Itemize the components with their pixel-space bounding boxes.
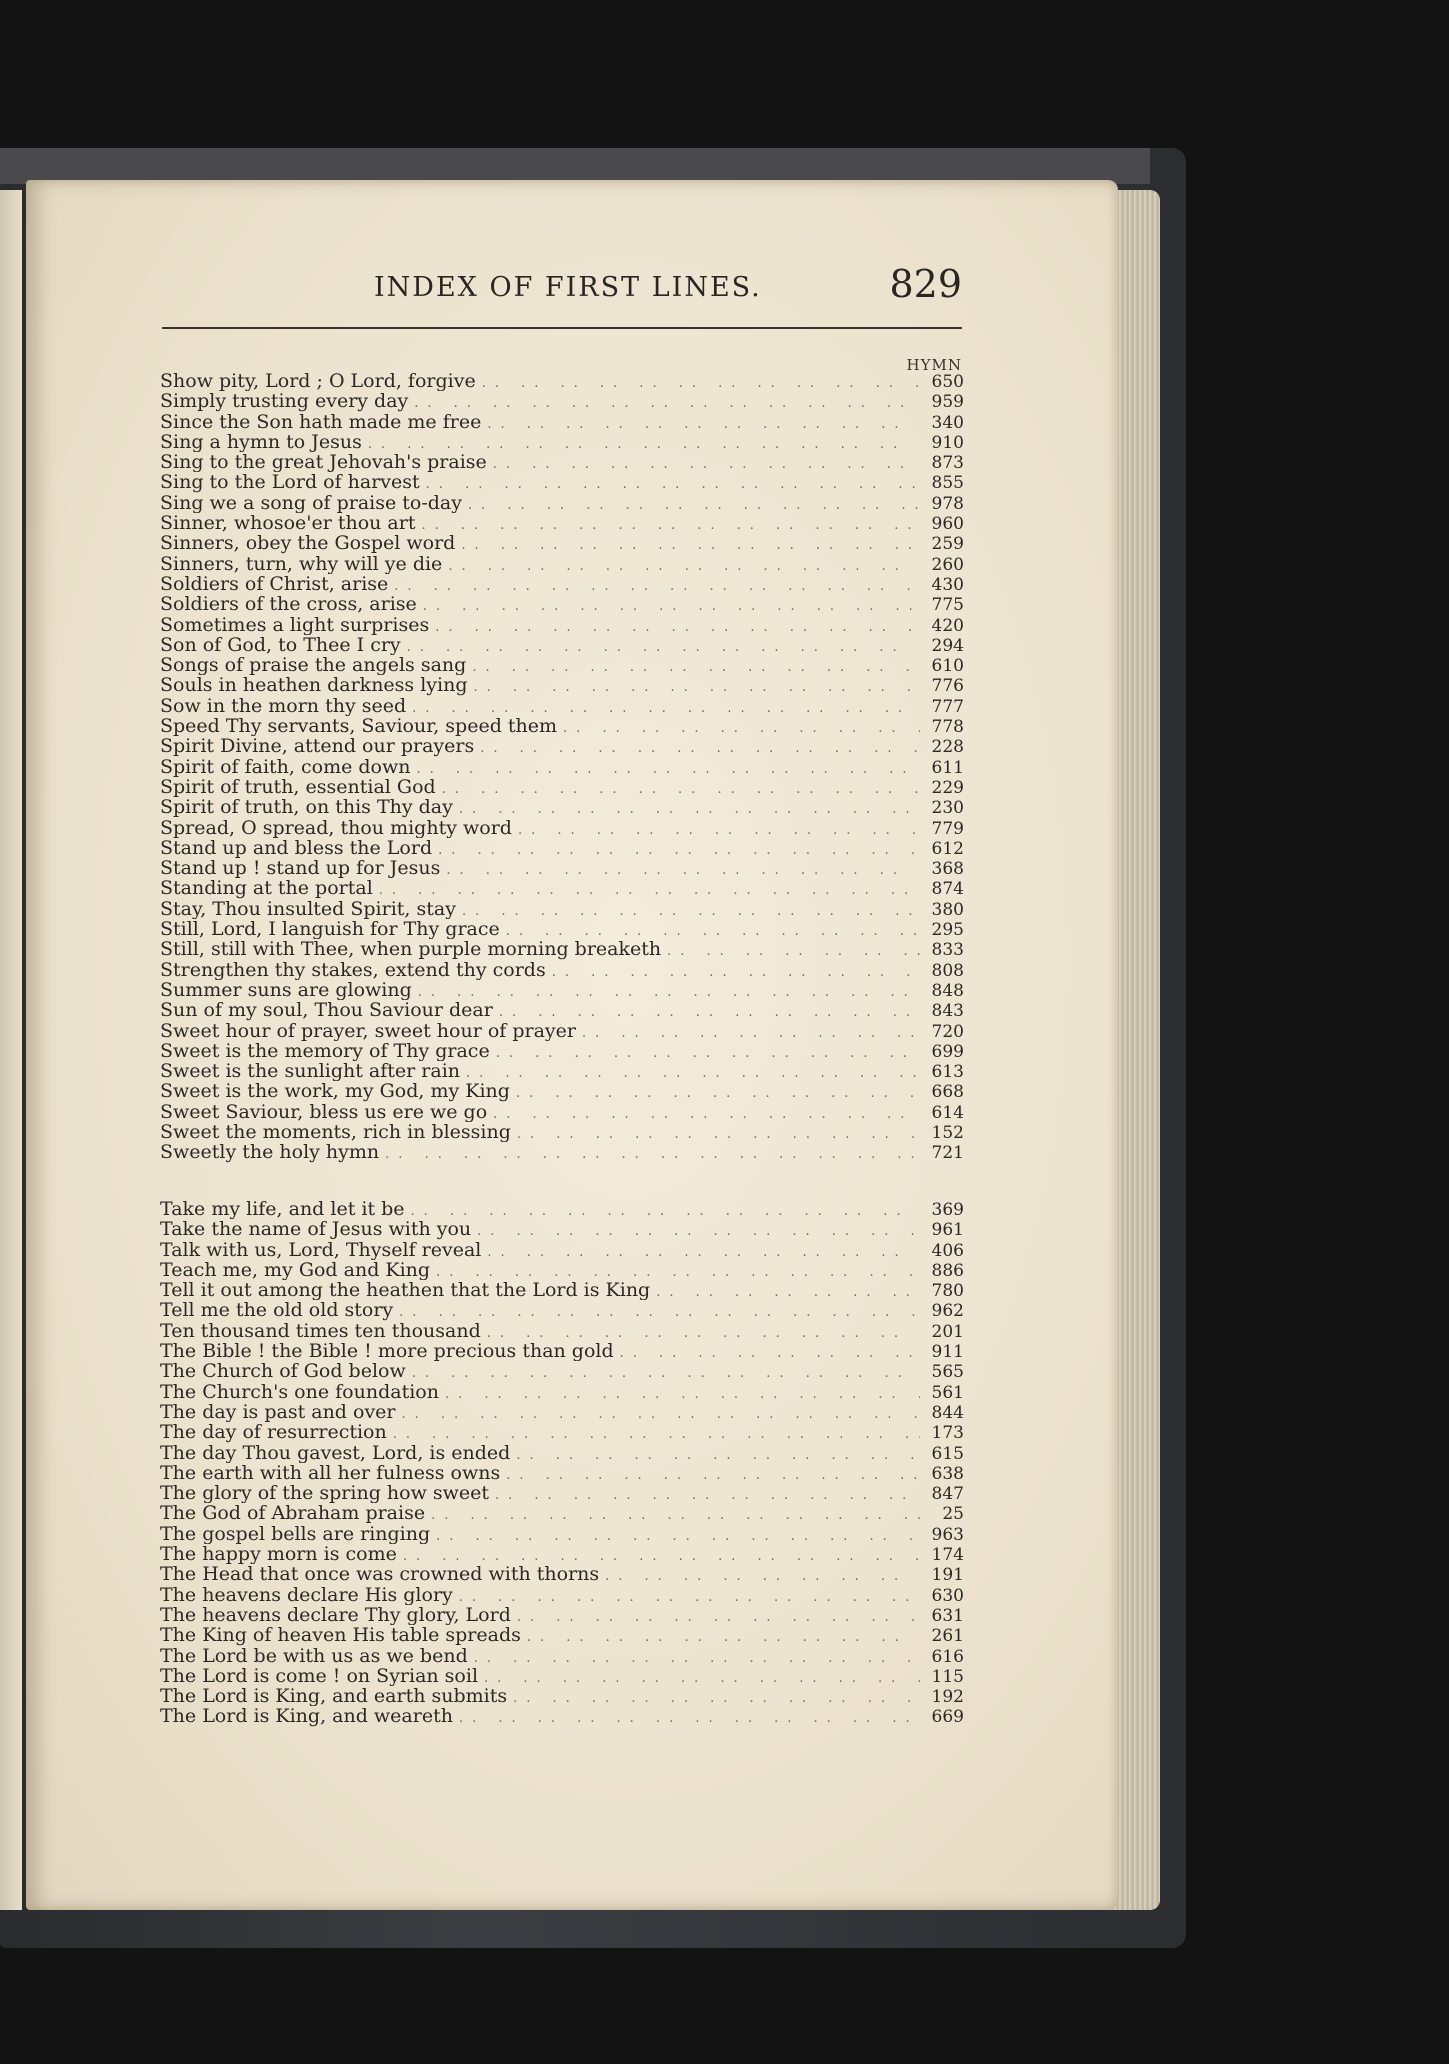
dot-leader [513, 1689, 920, 1706]
dot-leader [379, 881, 920, 898]
index-entry [160, 452, 964, 472]
first-line-text: Take the name of Jesus with you [160, 1219, 472, 1240]
hymn-number: 910 [931, 432, 964, 453]
first-line-text: Since the Son hath made me free [160, 411, 482, 432]
hymn-number: 340 [931, 412, 964, 432]
dot-leader [474, 678, 920, 695]
dot-leader [620, 1344, 920, 1361]
hymn-number: 775 [931, 595, 964, 615]
hymn-number: 229 [931, 777, 964, 798]
first-line-text: Sweet Saviour, bless us ere we go [160, 1101, 488, 1122]
index-section-t [160, 1199, 964, 1727]
index-entry [160, 1321, 964, 1341]
dot-leader [506, 922, 920, 939]
dot-leader [368, 435, 920, 452]
dot-leader [438, 841, 920, 858]
first-line-text: Sow in the morn thy seed [160, 695, 407, 717]
index-entry [160, 858, 964, 878]
index-entry [160, 412, 964, 432]
index-entry [160, 838, 964, 858]
dot-leader [416, 760, 920, 777]
dot-leader [459, 1588, 920, 1605]
hymn-number: 25 [942, 1504, 964, 1524]
dot-leader [493, 1105, 920, 1122]
index-entry [160, 1646, 964, 1666]
index-entry [160, 919, 964, 939]
hymn-number: 152 [931, 1122, 964, 1143]
hymn-number: 777 [931, 696, 964, 717]
index-entry [160, 615, 964, 635]
index-section-s [160, 371, 964, 1163]
first-line-text: Spirit of faith, come down [160, 756, 411, 777]
hymn-number: 369 [931, 1200, 964, 1220]
book-cover-top-edge [0, 148, 1150, 184]
dot-leader [506, 1466, 920, 1483]
hymn-number: 776 [931, 676, 964, 696]
dot-leader [517, 1608, 920, 1625]
index-entry [160, 1021, 964, 1041]
first-line-text: The gospel bells are ringing [160, 1523, 431, 1545]
first-line-text: Speed Thy servants, Saviour, speed them [160, 716, 558, 737]
first-line-text: Soldiers of the cross, arise [160, 594, 417, 615]
dot-leader [527, 1628, 920, 1645]
first-line-text: Spirit of truth, on this Thy day [160, 797, 453, 818]
index-entry [160, 655, 964, 675]
dot-leader [394, 577, 920, 594]
hymn-number: 808 [931, 960, 964, 980]
hymn-column-header: HYMN [906, 356, 962, 374]
index-entry [160, 574, 964, 594]
index-entry [160, 1686, 964, 1706]
hymn-number: 855 [931, 473, 964, 493]
dot-leader [487, 1324, 920, 1341]
first-line-text: Tell me the old old story [160, 1300, 394, 1321]
index-entry [160, 1503, 964, 1523]
index-entry [160, 1706, 964, 1726]
first-line-text: Summer suns are glowing [160, 979, 412, 1001]
index-entry [160, 1524, 964, 1544]
first-line-text: Sing to the great Jehovah's praise [160, 452, 487, 473]
hymn-number: 961 [931, 1220, 964, 1240]
first-line-text: The Church's one foundation [160, 1381, 439, 1402]
first-line-text: Songs of praise the angels sang [160, 655, 467, 676]
hymn-number: 873 [931, 453, 964, 473]
index-entry [160, 1585, 964, 1605]
first-line-text: Sinners, obey the Gospel word [160, 533, 456, 554]
dot-leader [516, 1084, 920, 1101]
dot-leader [495, 1486, 920, 1503]
index-entry [160, 554, 964, 574]
hymn-number: 191 [931, 1565, 964, 1585]
index-entry [160, 1300, 964, 1320]
hymn-number: 778 [931, 717, 964, 737]
hymn-number: 228 [931, 737, 964, 757]
first-line-text: Sing a hymn to Jesus [160, 431, 362, 453]
dot-leader [421, 516, 920, 533]
hymn-number: 406 [931, 1240, 964, 1260]
dot-leader [446, 861, 920, 878]
hymn-number: 874 [931, 879, 964, 899]
hymn-number: 565 [931, 1362, 964, 1382]
hymn-number: 650 [931, 372, 964, 392]
facing-page-edge [0, 190, 22, 1910]
first-line-text: The heavens declare Thy glory, Lord [160, 1604, 511, 1626]
hymn-number: 847 [931, 1484, 964, 1504]
hymn-number: 614 [931, 1102, 964, 1122]
index-entry [160, 1102, 964, 1122]
index-entry [160, 1605, 964, 1625]
dot-leader [448, 557, 920, 574]
first-line-text: Sing we a song of praise to-day [160, 492, 462, 514]
dot-leader [656, 1283, 920, 1300]
hymn-number: 721 [931, 1143, 964, 1163]
first-line-text: The happy morn is come [160, 1544, 397, 1565]
hymn-number: 720 [931, 1021, 964, 1041]
hymn-number: 612 [931, 838, 964, 859]
index-entry [160, 1219, 964, 1239]
hymn-number: 611 [931, 757, 964, 777]
dot-leader [582, 1024, 920, 1041]
hymn-number: 669 [931, 1707, 964, 1727]
dot-leader [403, 1547, 920, 1564]
first-line-text: Sing to the Lord of harvest [160, 472, 420, 493]
index-entry [160, 1122, 964, 1142]
first-line-text: The King of heaven His table spreads [160, 1625, 521, 1646]
index-entry [160, 878, 964, 898]
first-line-text: Strengthen thy stakes, extend thy cords [160, 959, 546, 980]
index-entry [160, 1081, 964, 1101]
hymn-number: 779 [931, 818, 964, 838]
dot-leader [487, 415, 920, 432]
dot-leader [412, 1364, 920, 1381]
hymn-number: 174 [931, 1545, 964, 1565]
first-line-text: Teach me, my God and King [160, 1259, 431, 1281]
index-entry [160, 1142, 964, 1162]
first-line-text: Take my life, and let it be [160, 1199, 405, 1220]
index-entry [160, 1564, 964, 1584]
dot-leader [518, 821, 920, 838]
index-entry [160, 736, 964, 756]
index-entry [160, 980, 964, 1000]
dot-leader [461, 536, 920, 553]
hymn-number: 380 [931, 899, 964, 920]
first-line-text: Spirit Divine, attend our prayers [160, 736, 475, 757]
first-line-text: The Bible ! the Bible ! more precious than gold [160, 1341, 614, 1362]
hymn-number: 843 [931, 1001, 964, 1021]
hymn-number: 561 [931, 1382, 964, 1402]
first-line-text: Sometimes a light surprises [160, 614, 430, 635]
index-entry [160, 1041, 964, 1061]
first-line-text: The Church of God below [160, 1361, 406, 1382]
index-entry [160, 391, 964, 411]
dot-leader [496, 1044, 920, 1061]
hymn-number: 115 [931, 1666, 964, 1687]
index-entry [160, 594, 964, 614]
hymn-number: 848 [931, 980, 964, 1001]
first-line-text: The God of Abraham praise [160, 1503, 426, 1524]
index-entry [160, 635, 964, 655]
dot-leader [667, 942, 920, 959]
index-entry [160, 1061, 964, 1081]
index-entry [160, 960, 964, 980]
index-entry [160, 696, 964, 716]
dot-leader [605, 1567, 920, 1584]
index-entry [160, 1422, 964, 1442]
dot-leader [487, 1243, 920, 1260]
dot-leader [459, 1709, 920, 1726]
dot-leader [393, 1425, 920, 1442]
running-title: INDEX OF FIRST LINES. [374, 272, 762, 303]
dot-leader [407, 638, 920, 655]
hymn-number: 616 [931, 1646, 964, 1666]
dot-leader [426, 475, 920, 492]
index-entry [160, 1625, 964, 1645]
first-line-text: The Lord is come ! on Syrian soil [160, 1665, 479, 1687]
first-line-text: Sweet hour of prayer, sweet hour of prayer [160, 1020, 576, 1041]
dot-leader [552, 963, 920, 980]
dot-leader [431, 1506, 920, 1523]
index-entry [160, 1260, 964, 1280]
dot-leader [482, 374, 920, 391]
hymn-number: 259 [931, 534, 964, 554]
dot-leader [474, 1649, 920, 1666]
hymn-number: 963 [931, 1524, 964, 1545]
first-line-text: Simply trusting every day [160, 391, 409, 412]
first-line-text: Stand up ! stand up for Jesus [160, 858, 441, 879]
page-number: 829 [889, 262, 962, 306]
dot-leader [442, 780, 920, 797]
hymn-number: 173 [931, 1423, 964, 1443]
index-entry [160, 472, 964, 492]
hymn-number: 630 [931, 1585, 964, 1605]
hymn-number: 962 [931, 1301, 964, 1321]
first-line-text: Stand up and bless the Lord [160, 837, 433, 859]
dot-leader [402, 1405, 920, 1422]
first-line-text: Sweet the moments, rich in blessing [160, 1121, 511, 1143]
first-line-text: Show pity, Lord ; O Lord, forgive [160, 371, 476, 392]
first-line-text: Sweet is the work, my God, my King [160, 1081, 510, 1102]
dot-leader [435, 618, 920, 635]
first-line-text: Talk with us, Lord, Thyself reveal [160, 1239, 482, 1260]
dot-leader [466, 1064, 920, 1081]
first-line-text: Ten thousand times ten thousand [160, 1320, 481, 1342]
header-rule [162, 327, 962, 329]
first-line-text: The day is past and over [160, 1401, 396, 1423]
index-entry [160, 1000, 964, 1020]
index-entry [160, 675, 964, 695]
dot-leader [468, 496, 920, 513]
index-entry [160, 757, 964, 777]
first-line-text: Stay, Thou insulted Spirit, stay [160, 898, 456, 920]
hymn-number: 201 [931, 1321, 964, 1342]
first-line-text: Sun of my soul, Thou Saviour dear [160, 1000, 493, 1021]
index-entry [160, 1361, 964, 1381]
dot-leader [436, 1527, 920, 1544]
dot-leader [418, 983, 920, 1000]
index-entry [160, 1544, 964, 1564]
dot-leader [472, 658, 920, 675]
index-entry [160, 777, 964, 797]
first-line-text: The Lord is King, and weareth [160, 1706, 453, 1727]
hymn-number: 613 [931, 1062, 964, 1082]
index-entry [160, 371, 964, 391]
hymn-number: 780 [931, 1281, 964, 1301]
first-line-text: The Lord is King, and earth submits [160, 1686, 508, 1707]
dot-leader [493, 455, 920, 472]
dot-leader [411, 1202, 920, 1219]
hymn-number: 610 [931, 656, 964, 676]
hymn-number: 833 [931, 940, 964, 960]
first-line-text: Son of God, to Thee I cry [160, 634, 401, 656]
index-entry [160, 939, 964, 959]
first-line-text: Sweet is the sunlight after rain [160, 1061, 461, 1082]
dot-leader [445, 1385, 920, 1402]
index-entry [160, 818, 964, 838]
hymn-number: 978 [931, 493, 964, 514]
first-line-text: Sinner, whosoe'er thou art [160, 513, 416, 534]
page-header [162, 262, 962, 322]
first-line-text: The day Thou gavest, Lord, is ended [160, 1442, 511, 1463]
hymn-number: 230 [931, 798, 964, 818]
hymn-number: 631 [931, 1605, 964, 1626]
hymn-number: 911 [931, 1342, 964, 1362]
index-entry [160, 716, 964, 736]
hymn-number: 959 [931, 392, 964, 412]
index-entry [160, 1402, 964, 1422]
first-line-text: Standing at the portal [160, 878, 373, 899]
index-entry [160, 797, 964, 817]
hymn-number: 192 [931, 1687, 964, 1707]
index-entry [160, 432, 964, 452]
dot-leader [563, 719, 920, 736]
hymn-number: 844 [931, 1402, 964, 1423]
dot-leader [517, 1125, 920, 1142]
hymn-number: 668 [931, 1082, 964, 1102]
index-entry [160, 1382, 964, 1402]
dot-leader [436, 1263, 920, 1280]
dot-leader [414, 394, 920, 411]
first-line-text: Sweet is the memory of Thy grace [160, 1040, 490, 1062]
first-line-text: Spirit of truth, essential God [160, 776, 436, 798]
hymn-number: 699 [931, 1041, 964, 1062]
index-entry [160, 493, 964, 513]
index-entry [160, 1463, 964, 1483]
hymn-number: 960 [931, 514, 964, 534]
index-entry [160, 1240, 964, 1260]
dot-leader [459, 800, 920, 817]
hymn-number: 368 [931, 859, 964, 879]
first-line-text: Tell it out among the heathen that the Lord is King [160, 1280, 651, 1301]
dot-leader [499, 1003, 920, 1020]
dot-leader [484, 1669, 920, 1686]
index-entry [160, 533, 964, 553]
first-line-text: The day of resurrection [160, 1422, 387, 1443]
hymn-number: 430 [931, 574, 964, 595]
first-line-text: Sinners, turn, why will ye die [160, 553, 443, 574]
hymn-number: 261 [931, 1626, 964, 1646]
dot-leader [412, 699, 920, 716]
index-entry [160, 1443, 964, 1463]
dot-leader [399, 1303, 920, 1320]
first-line-text: Sweetly the holy hymn [160, 1142, 380, 1163]
dot-leader [516, 1446, 920, 1463]
index-entry [160, 899, 964, 919]
hymn-number: 615 [931, 1443, 964, 1463]
first-line-text: Still, still with Thee, when purple morning breaketh [160, 939, 662, 960]
first-line-text: Soldiers of Christ, arise [160, 573, 389, 595]
index-entry [160, 1666, 964, 1686]
first-line-text: Spread, O spread, thou mighty word [160, 817, 512, 838]
index-entry [160, 513, 964, 533]
hymn-number: 295 [931, 920, 964, 940]
dot-leader [477, 1222, 920, 1239]
first-line-text: The Head that once was crowned with thorns [160, 1564, 600, 1585]
index-entry [160, 1483, 964, 1503]
first-line-text: Still, Lord, I languish for Thy grace [160, 919, 500, 940]
hymn-number: 260 [931, 554, 964, 574]
hymn-number: 886 [931, 1260, 964, 1281]
dot-leader [462, 902, 920, 919]
first-line-text: The glory of the spring how sweet [160, 1483, 490, 1504]
index-entry [160, 1341, 964, 1361]
hymn-number: 420 [931, 615, 964, 635]
dot-leader [385, 1145, 920, 1162]
dot-leader [480, 739, 920, 756]
first-line-text: The heavens declare His glory [160, 1584, 453, 1605]
hymn-number: 294 [931, 635, 964, 656]
index-entry [160, 1199, 964, 1219]
index-entry [160, 1280, 964, 1300]
first-line-text: Souls in heathen darkness lying [160, 675, 468, 696]
first-line-text: The earth with all her fulness owns [160, 1462, 501, 1484]
dot-leader [423, 597, 920, 614]
hymn-number: 638 [931, 1463, 964, 1484]
first-line-text: The Lord be with us as we bend [160, 1645, 468, 1666]
